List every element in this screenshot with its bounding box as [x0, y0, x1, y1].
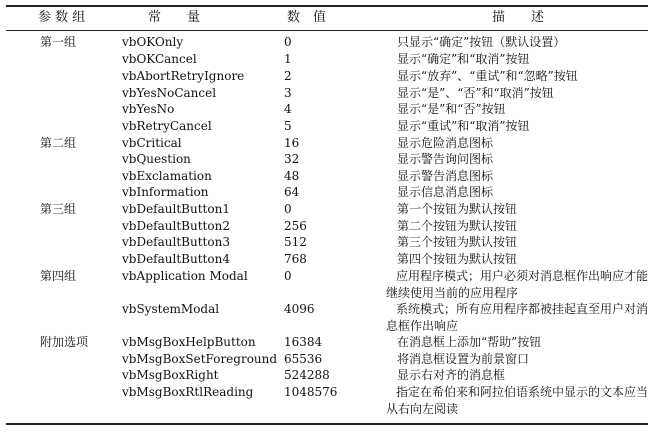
- header-value: 数 值: [287, 10, 327, 25]
- constant-cell: vbYesNoCancel: [122, 86, 217, 100]
- value-cell: 4: [284, 102, 292, 116]
- description-cell: 第三个按钮为默认按钮: [397, 235, 518, 249]
- constant-cell: vbDefaultButton1: [122, 202, 230, 216]
- constant-cell: vbMsgBoxHelpButton: [122, 335, 256, 349]
- table-row: [0, 34, 654, 51]
- description-cell: 显示警告询问图标: [397, 152, 494, 166]
- value-cell: 1048576: [284, 385, 338, 399]
- value-cell: 0: [284, 202, 292, 216]
- constant-cell: vbDefaultButton2: [122, 219, 230, 233]
- constant-cell: vbAbortRetryIgnore: [122, 69, 245, 83]
- description-cell: 将消息框设置为前景窗口: [397, 352, 530, 366]
- group-cell: 第三组: [40, 202, 77, 216]
- value-cell: 0: [284, 35, 292, 49]
- group-cell: 附加选项: [40, 335, 89, 349]
- constant-cell: vbQuestion: [122, 152, 191, 166]
- value-cell: 48: [284, 169, 300, 183]
- table-row: [0, 251, 654, 268]
- constant-cell: vbExclamation: [122, 169, 212, 183]
- description-cell: 第四个按钮为默认按钮: [397, 252, 518, 266]
- value-cell: 256: [284, 219, 307, 233]
- table-row: [0, 151, 654, 168]
- table-row: [0, 218, 654, 235]
- table-row: [0, 135, 654, 152]
- constant-cell: vbApplication Modal: [122, 269, 248, 283]
- description-cell: 只显示“确定”按钮（默认设置）: [397, 35, 566, 49]
- description-cell: 显示“是”、“否”和“取消”按钮: [397, 86, 554, 100]
- constant-cell: vbDefaultButton3: [122, 235, 230, 249]
- header-constant: 常 量: [148, 10, 201, 25]
- value-cell: 1: [284, 52, 292, 66]
- description-cell: 显示“确定”和“取消”按钮: [397, 52, 530, 66]
- constant-cell: vbSystemModal: [122, 302, 220, 316]
- value-cell: 3: [284, 86, 292, 100]
- description-cell: 指定在希伯来和阿拉伯语系统中显示的文本应当从右向左阅读: [386, 385, 649, 416]
- table-row: [0, 234, 654, 251]
- table-top-rule: [6, 5, 648, 7]
- value-cell: 0: [284, 269, 292, 283]
- description-cell: 第二个按钮为默认按钮: [397, 219, 518, 233]
- group-cell: 第二组: [40, 136, 77, 150]
- table-row: [0, 101, 654, 118]
- constant-cell: vbDefaultButton4: [122, 252, 230, 266]
- value-cell: 4096: [284, 302, 315, 316]
- value-cell: 768: [284, 252, 307, 266]
- description-cell: 显示危险消息图标: [397, 136, 494, 150]
- value-cell: 16384: [284, 335, 323, 349]
- table-row: [0, 85, 654, 102]
- value-cell: 65536: [284, 352, 323, 366]
- value-cell: 32: [284, 152, 300, 166]
- table-row: [0, 268, 654, 302]
- table-row: [0, 301, 654, 335]
- description-cell: 在消息框上添加“帮助”按钮: [397, 335, 542, 349]
- table-bottom-rule: [6, 423, 648, 425]
- constant-cell: vbYesNo: [122, 102, 175, 116]
- value-cell: 64: [284, 185, 300, 199]
- constant-cell: vbOKCancel: [122, 52, 197, 66]
- value-cell: 524288: [284, 368, 330, 382]
- description-cell: 第一个按钮为默认按钮: [397, 202, 518, 216]
- table-row: [0, 201, 654, 218]
- constant-cell: vbMsgBoxRight: [122, 368, 219, 382]
- table-row: [0, 367, 654, 384]
- header-rule: [6, 30, 648, 31]
- value-cell: 16: [284, 136, 300, 150]
- value-cell: 512: [284, 235, 307, 249]
- header-group: 参 数 组: [38, 10, 86, 25]
- constant-cell: vbOKOnly: [122, 35, 184, 49]
- description-cell: 应用程序模式；用户必须对消息框作出响应才能继续使用当前的应用程序: [386, 269, 649, 300]
- group-cell: 第一组: [40, 35, 77, 49]
- table-row: [0, 168, 654, 185]
- table-row: [0, 184, 654, 201]
- constant-cell: vbCritical: [122, 136, 182, 150]
- table-row: [0, 118, 654, 135]
- table-row: [0, 68, 654, 85]
- constant-cell: vbInformation: [122, 185, 209, 199]
- value-cell: 2: [284, 69, 292, 83]
- table-row: [0, 384, 654, 418]
- constant-cell: vbMsgBoxRtlReading: [122, 385, 254, 399]
- description-cell: 显示“放弃”、“重试”和“忽略”按钮: [397, 69, 578, 83]
- table-row: [0, 351, 654, 368]
- header-description: 描 述: [492, 10, 545, 25]
- description-cell: 显示信息消息图标: [397, 185, 494, 199]
- description-cell: 显示警告消息图标: [397, 169, 494, 183]
- description-cell: 显示“是”和“否”按钮: [397, 102, 506, 116]
- constant-cell: vbMsgBoxSetForeground: [122, 352, 278, 366]
- description-cell: 显示右对齐的消息框: [397, 368, 506, 382]
- constant-cell: vbRetryCancel: [122, 119, 212, 133]
- value-cell: 5: [284, 119, 292, 133]
- table-row: [0, 334, 654, 351]
- description-cell: 显示“重试”和“取消”按钮: [397, 119, 530, 133]
- table-row: [0, 51, 654, 68]
- description-cell: 系统模式；所有应用程序都被挂起直至用户对消息框作出响应: [386, 302, 649, 333]
- group-cell: 第四组: [40, 269, 77, 283]
